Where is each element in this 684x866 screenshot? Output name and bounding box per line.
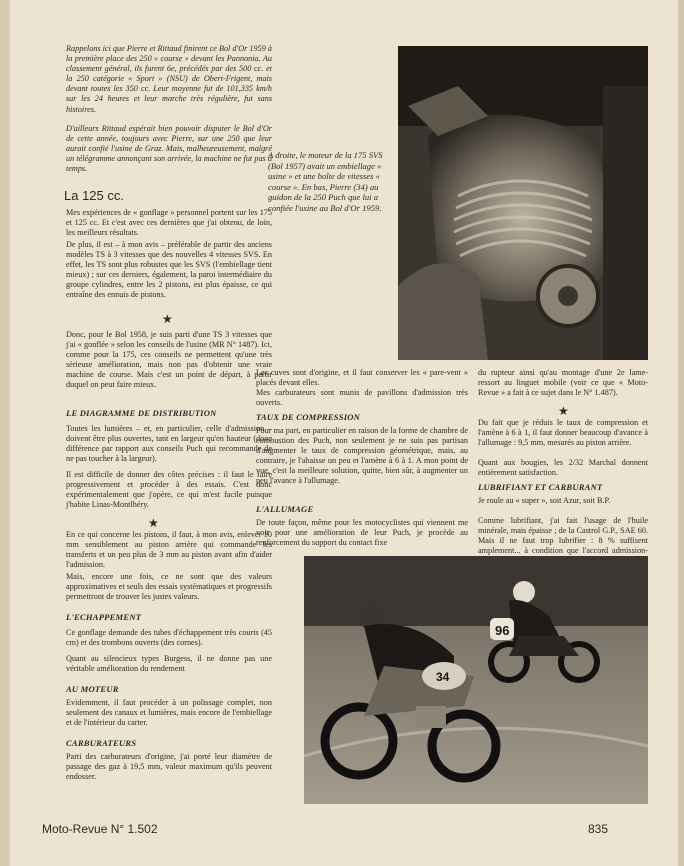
- paragraph: De toute façon, même pour les motocyclistes qui viennent me voir pour une amélioration de leur Puch, je procède au renforcement du support du contact fixe: [256, 518, 468, 548]
- paragraph: Mes carburateurs sont munis de pavillons d'admission très ouverts.: [256, 388, 468, 408]
- paragraph: Mais, encore une fois, ce ne sont que des valeurs approximatives et seuls des essais systématiques et progressifs permettront de trouver les justes valeurs.: [66, 572, 272, 602]
- heading-diagramme: LE DIAGRAMME DE DISTRIBUTION: [66, 408, 217, 418]
- race-number-34: 34: [436, 670, 450, 684]
- paragraph: Quant aux bougies, les 2/32 Marchal donnent entièrement satisfaction.: [478, 458, 648, 478]
- paragraph: Je roule au « super », soit Azur, soit B.P.: [478, 496, 611, 505]
- paragraph: Quant au silencieux types Burgess, il ne donne pas une véritable amélioration du rendement: [66, 654, 272, 674]
- section-title-125: La 125 cc.: [64, 188, 124, 203]
- paragraph: Parti des carburateurs d'origine, j'ai porté leur diamètre de passage des gaz à 19,5 mm, valeur maximum qu'ils peuvent endosser.: [66, 752, 272, 782]
- paragraph: Les cuves sont d'origine, et il faut conserver les « pare-vent » placés devant elles.: [256, 368, 468, 388]
- paragraph: Donc, pour le Bol 1958, je suis parti d'une TS 3 vitesses que j'ai « gonflée » selon les conseils de l'usine (MR N° 1487). Ici, comme pour la 175, ces conseils ne permettent qu'une très sérieuse amélioration, mais non pas d'obtenir une vraie machine de course. Mais c'est un point de départ, à partir duquel on peut faire mieux.: [66, 330, 272, 390]
- page-binding-edge: [0, 0, 10, 866]
- paragraph: Evidemment, il faut procéder à un polissage complet, non seulement des canaux et lumières, mais encore de l'embiellage et de l'intérieur du carter.: [66, 698, 272, 728]
- paragraph: Comme lubrifiant, j'ai fait l'usage de l'huile minérale, mais épaisse ; de la Castrol G.P., SAE 60. Mais il ne faut trop lubrifier : 8 % suffisent amplement... à condition que l'accord admission-: [478, 516, 648, 556]
- heading-compression: TAUX DE COMPRESSION: [256, 412, 361, 422]
- paragraph: Ce gonflage demande des tubes d'échappement très courts (45 cm) et des trombons ouverts (des cornes).: [66, 628, 272, 648]
- heading-allumage: L'ALLUMAGE: [256, 504, 314, 514]
- heading-echappement: L'ECHAPPEMENT: [66, 612, 142, 622]
- page-number: 835: [588, 822, 609, 836]
- paragraph: Il est difficile de donner des côtes précises : il faut le faire progressivement et procéder à des essais. C'est donc expérimentalement que j'opère, ce qui m'est facile puisque j'habite Linas-Montlhéry.: [66, 470, 272, 510]
- heading-moteur: AU MOTEUR: [66, 684, 119, 694]
- page-right-edge: [678, 0, 684, 866]
- race-number-96: 96: [495, 623, 510, 638]
- star-separator: ★: [148, 516, 159, 530]
- intro-paragraph-2: D'ailleurs Rittaud espérait bien pouvoir disputer le Bol d'Or de cette année, toujours avec Pierre, sur une 250 que leur aurait confié l'usine de Graz. Mais, malheureusement, malgré un télégramme annonçant son arrivée, la machine ne fut pas à temps.: [66, 124, 272, 174]
- paragraph: En ce qui concerne les pistons, il faut, à mon avis, enlever 10 mm sensiblement au piston arrière qui commande les transferts et un peu plus de 3 mm au piston avant afin d'aider l'admission.: [66, 530, 272, 570]
- racing-photo: [304, 556, 648, 804]
- engine-photo: [398, 46, 648, 360]
- intro-paragraph: Rappelons ici que Pierre et Rittaud finirent ce Bol d'Or 1959 à la première place des 250 « course » devant les Pannonia. Au classement général, ils furent 6e, précédés par des 500 cc. et la 250 catégorie « Sport » (NSU) de Obert-Frigent, mais devant toutes les 350 cc. Leur moyenne fut de 101,335 km/h sur les 24 heures et leur marche très régulière, fut sans histoires.: [66, 44, 272, 114]
- heading-carburateurs: CARBURATEURS: [66, 738, 137, 748]
- paragraph: Pour ma part, en particulier en raison de la forme de chambre de combustion des Puch, non seulement je ne suis pas partisan d'augmenter le taux de compression géométrique, mais, au contraire, je l'abaisse un peu et l'amène à 6 à 1. A mon point de vue, c'est la meilleure solution, quitte, bien sûr, à augmenter un peu l'avance à l'allumage.: [256, 426, 468, 486]
- photo-caption: A droite, le moteur de la 175 SVS (Bol 1957) avait un embiellage « usine » et une boîte de vitesses « course ». En bas, Pierre (34) au guidon de la 250 Puch que lui a confiée l'usine au Bol d'Or 1959.: [268, 150, 383, 213]
- heading-lubrifiant: LUBRIFIANT ET CARBURANT: [478, 482, 603, 492]
- star-separator: ★: [162, 312, 173, 326]
- paragraph: du rupteur ainsi qu'au montage d'une 2e lame-ressort au linguet mobile (voir ce que « Moto-Revue » a fait à ce sujet dans le N° 1.487).: [478, 368, 648, 398]
- paragraph: Du fait que je réduis le taux de compression et l'amène à 6 à 1, il faut donner beaucoup d'avance à l'allumage : 9,5 mm, mesurés au piston arrière.: [478, 418, 648, 448]
- paragraph: Mes expériences de « gonflage » personnel portent sur les 175 et 125 cc. Et c'est avec ces dernières que j'ai obtenu, de loin, les meilleurs résultats.: [66, 208, 272, 238]
- publication-footer: Moto-Revue N° 1.502: [42, 822, 158, 836]
- paragraph: De plus, il est – à mon avis – préférable de partir des anciens modèles TS à 3 vitesses que des nouvelles 4 vitesses SVS. En effet, les TS sont plus robustes que les SVS (l'embiellage tient mieux) ; sur ces derniers, également, la paroi intermédiaire du groupe cylindres, entre les 2 pistons, est plus épaisse, ce qui entraîne des ennuis de pistons.: [66, 240, 272, 300]
- paragraph: Toutes les lumières – et, en particulier, celle d'admission – doivent être plus ouvertes, tant en largeur qu'en hauteur (donc différence par rapport aux conseils Puch qui recommande de ne pas toucher à la largeur).: [66, 424, 272, 464]
- star-separator: ★: [558, 404, 569, 418]
